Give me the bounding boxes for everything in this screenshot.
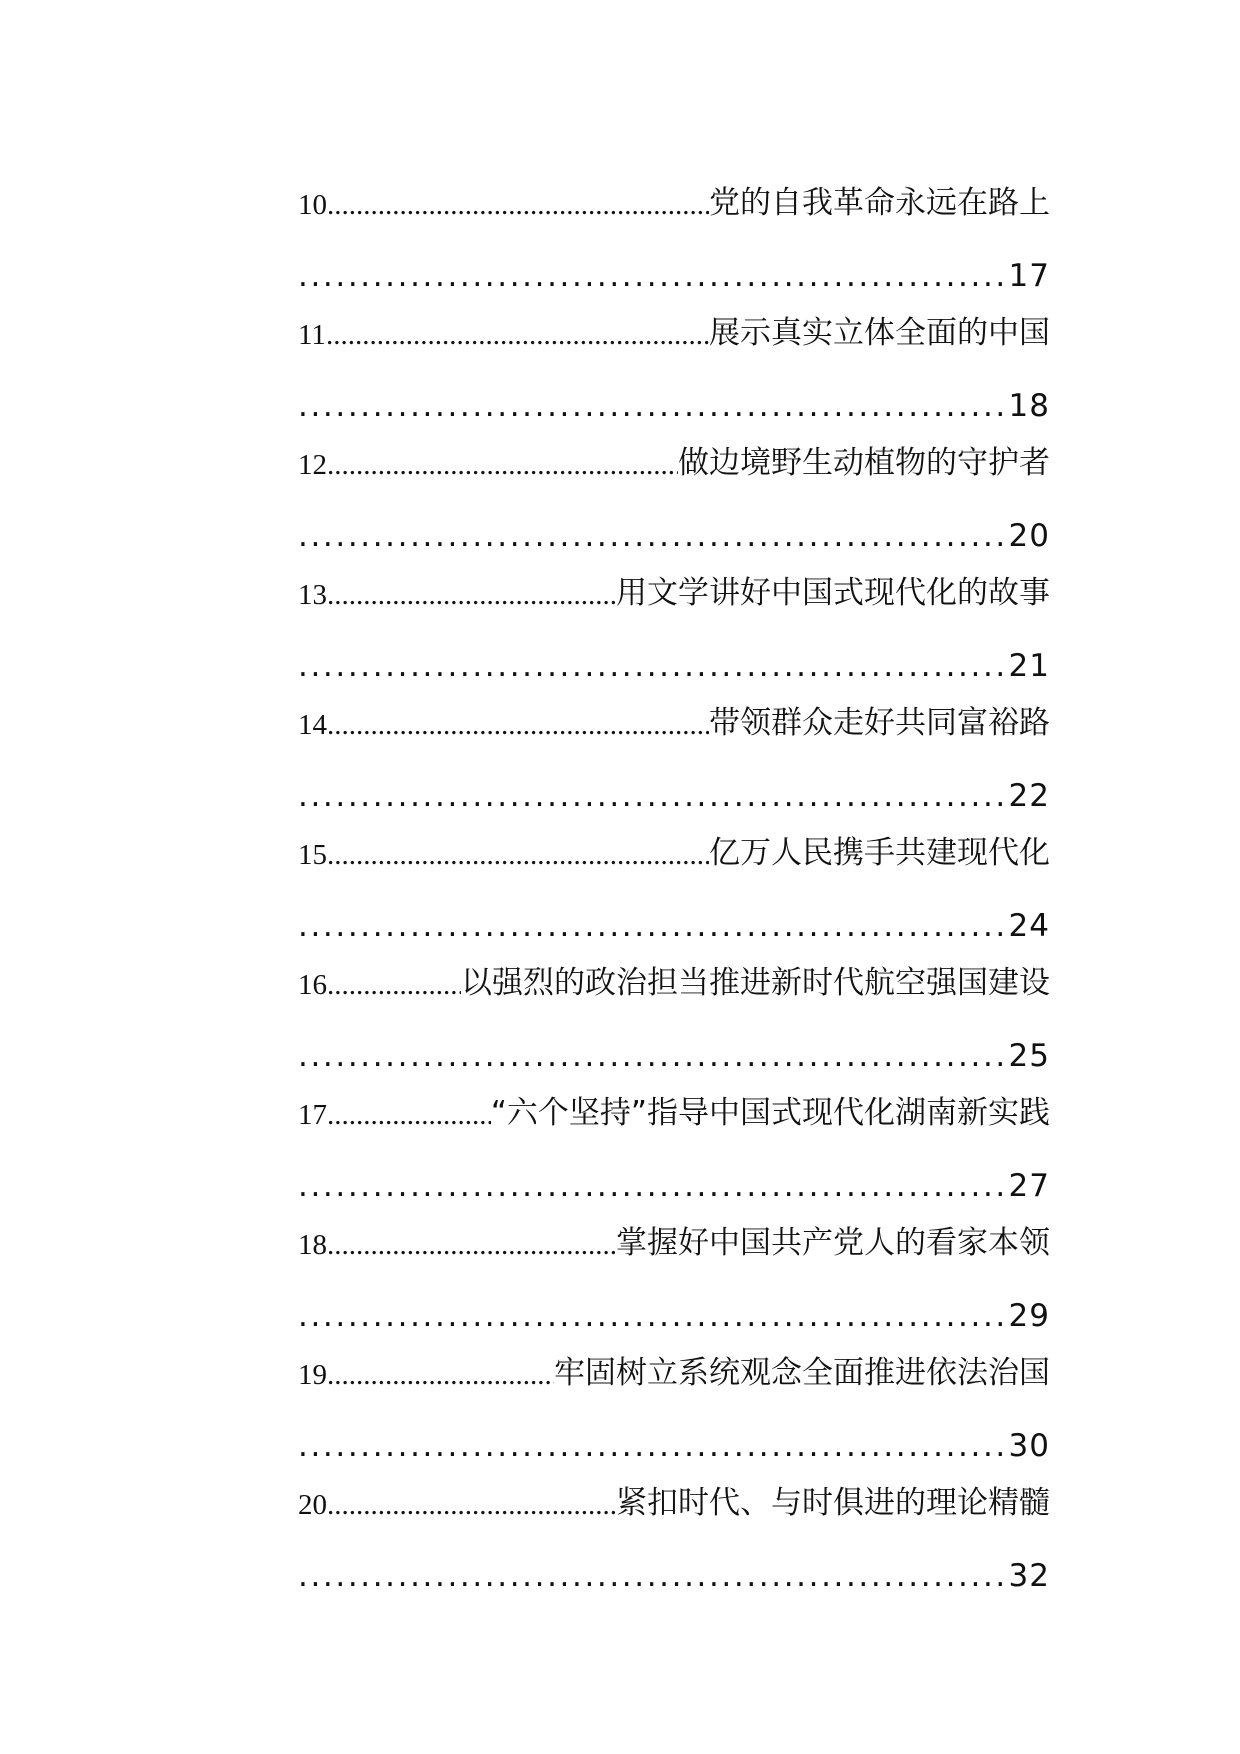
toc-entry[interactable] <box>298 944 1050 1074</box>
toc-title-line <box>298 944 1050 1002</box>
toc-title-line <box>298 554 1050 612</box>
toc-entry-number: 19 <box>298 1359 327 1391</box>
dot-leader <box>327 969 461 1002</box>
dot-leader <box>298 258 1009 294</box>
dot-leader <box>298 1038 1009 1074</box>
toc-title-line <box>298 1074 1050 1132</box>
toc-entry[interactable] <box>298 164 1050 294</box>
toc-page-line <box>298 1262 1050 1334</box>
toc-entry-page: 22 <box>1008 778 1050 814</box>
dot-leader <box>327 1489 616 1522</box>
toc-entry-number: 16 <box>298 969 327 1001</box>
toc-entry-number: 10 <box>298 189 327 221</box>
toc-title-line <box>298 1464 1050 1522</box>
toc-entry-page: 29 <box>1008 1298 1050 1334</box>
toc-entry-number: 15 <box>298 839 327 871</box>
toc-page-line <box>298 1522 1050 1594</box>
toc-entry-page: 30 <box>1008 1428 1050 1464</box>
dot-leader <box>327 1099 491 1132</box>
dot-leader <box>298 778 1009 814</box>
toc-entry-page: 25 <box>1008 1038 1050 1074</box>
toc-entry-title: 带领群众走好共同富裕路 <box>709 705 1050 741</box>
dot-leader <box>298 518 1009 554</box>
dot-leader <box>327 1229 616 1262</box>
toc-entry-page: 20 <box>1008 518 1050 554</box>
toc-entry-page: 21 <box>1008 648 1050 684</box>
dot-leader <box>326 319 709 352</box>
toc-entry-page: 17 <box>1008 258 1050 294</box>
dot-leader <box>298 1428 1009 1464</box>
toc-entry-page: 32 <box>1008 1558 1050 1594</box>
toc-page-line <box>298 222 1050 294</box>
toc-entry-number: 17 <box>298 1099 327 1131</box>
toc-page-line <box>298 1002 1050 1074</box>
toc-entry-title: 掌握好中国共产党人的看家本领 <box>616 1225 1050 1261</box>
toc-page-line <box>298 612 1050 684</box>
toc-entry-number: 20 <box>298 1489 327 1521</box>
toc-title-line <box>298 294 1050 352</box>
dot-leader <box>327 579 616 612</box>
toc-title-line <box>298 164 1050 222</box>
toc-entry-title: 党的自我革命永远在路上 <box>709 185 1050 221</box>
toc-entry[interactable] <box>298 1464 1050 1594</box>
toc-entry-number: 13 <box>298 579 327 611</box>
toc-entry[interactable] <box>298 1074 1050 1204</box>
dot-leader <box>298 1298 1009 1334</box>
toc-entry-title: 展示真实立体全面的中国 <box>709 315 1050 351</box>
toc-page-line <box>298 742 1050 814</box>
toc-entry[interactable] <box>298 814 1050 944</box>
toc-title-line <box>298 814 1050 872</box>
dot-leader <box>327 1359 554 1392</box>
toc-entry-title: 以强烈的政治担当推进新时代航空强国建设 <box>461 965 1050 1001</box>
dot-leader <box>298 648 1009 684</box>
toc-entry-title: 紧扣时代、与时俱进的理论精髓 <box>616 1485 1050 1521</box>
toc-entry[interactable] <box>298 294 1050 424</box>
toc-entry[interactable] <box>298 424 1050 554</box>
dot-leader <box>298 388 1009 424</box>
toc-entry-title: 做边境野生动植物的守护者 <box>678 445 1050 481</box>
toc-entry-title: 亿万人民携手共建现代化 <box>709 835 1050 871</box>
dot-leader <box>327 709 709 742</box>
toc-title-line <box>298 684 1050 742</box>
toc-entry[interactable] <box>298 1204 1050 1334</box>
toc-entry-title: 牢固树立系统观念全面推进依法治国 <box>554 1355 1050 1391</box>
toc-page-line <box>298 482 1050 554</box>
toc-title-line <box>298 424 1050 482</box>
toc-entry[interactable] <box>298 554 1050 684</box>
toc-entry[interactable] <box>298 684 1050 814</box>
dot-leader <box>298 908 1009 944</box>
toc-entry-page: 18 <box>1008 388 1050 424</box>
toc-entry-number: 11 <box>298 319 326 351</box>
dot-leader <box>327 839 709 872</box>
dot-leader <box>298 1168 1009 1204</box>
toc-entry-page: 27 <box>1008 1168 1050 1204</box>
toc-entry-page: 24 <box>1008 908 1050 944</box>
toc-title-line <box>298 1204 1050 1262</box>
toc-page-line <box>298 352 1050 424</box>
dot-leader <box>298 1558 1009 1594</box>
toc-entry-number: 12 <box>298 449 327 481</box>
toc-page-line <box>298 1132 1050 1204</box>
toc-page-line <box>298 1392 1050 1464</box>
toc-entry-title: 用文学讲好中国式现代化的故事 <box>616 575 1050 611</box>
toc-entry-number: 18 <box>298 1229 327 1261</box>
dot-leader <box>327 449 678 482</box>
toc-entry[interactable] <box>298 1334 1050 1464</box>
toc-title-line <box>298 1334 1050 1392</box>
toc-page-line <box>298 872 1050 944</box>
table-of-contents <box>298 164 1050 1594</box>
dot-leader <box>327 189 709 222</box>
toc-entry-title: “六个坚持”指导中国式现代化湖南新实践 <box>490 1095 1050 1131</box>
toc-entry-number: 14 <box>298 709 327 741</box>
